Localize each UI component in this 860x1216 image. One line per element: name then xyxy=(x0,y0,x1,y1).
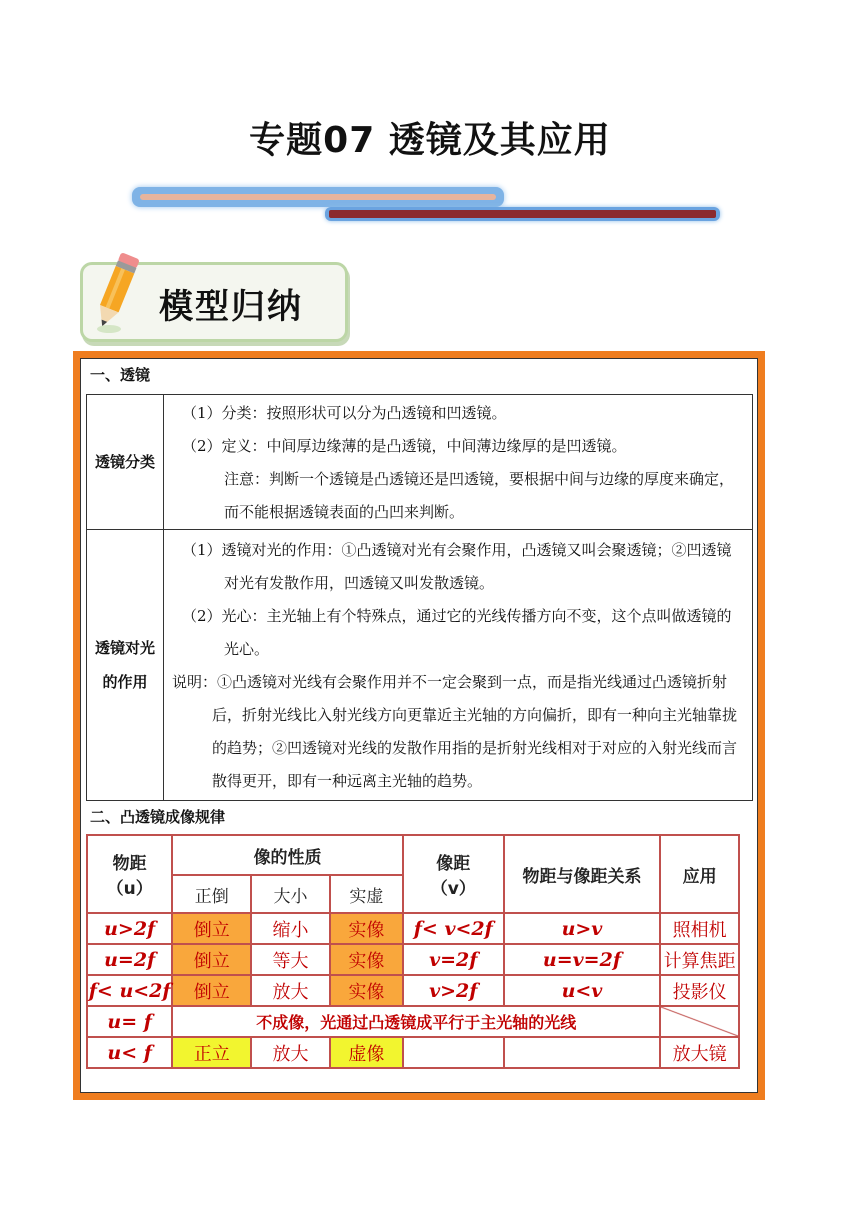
table-row xyxy=(87,530,753,801)
section-heading-lens: 一、透镜 xyxy=(90,366,151,384)
table-row: u= f 不成像，光通过凸透镜成平行于主光轴的光线 xyxy=(87,1006,739,1037)
merged-note: 不成像，光通过凸透镜成平行于主光轴的光线 xyxy=(172,1006,660,1037)
section-badge xyxy=(80,262,348,342)
note-paragraph: 注意：判断一个透镜是凸透镜还是凹透镜，要根据中间与边缘的厚度来确定，而不能根据透镜表面的凸凹来判断。 xyxy=(224,470,735,521)
table-header-row xyxy=(87,835,739,875)
explanation-paragraph: 说明：①凸透镜对光线有会聚作用并不一定会聚到一点，而是指光线通过凸透镜折射后，折射光线比入射光线方向更靠近主光轴的方向偏折，即有一种向主光轴靠拢的趋势；②凹透镜对光线的发散作用指的是折射光线相对于对应的入射光线而言散得更开，即有一种远离主光轴的趋势。 xyxy=(172,673,738,790)
imaging-rules-table xyxy=(86,834,740,1069)
decorative-bar-bottom xyxy=(325,207,720,221)
row-header: 透镜分类 xyxy=(87,395,164,530)
section-heading-imaging: 二、凸透镜成像规律 xyxy=(90,808,226,826)
row-header: 透镜对光的作用 xyxy=(87,530,164,801)
nature-header: 像的性质 xyxy=(172,835,402,875)
table-row: u>2f 倒立 缩小 实像 f< v<2f u>v 照相机 xyxy=(87,913,739,944)
v-symbol: （v） xyxy=(430,879,476,899)
relation-header: 物距与像距关系 xyxy=(504,835,660,913)
table-row: f< u<2f 倒立 放大 实像 v>2f u<v 投影仪 xyxy=(87,975,739,1006)
paragraph: （1）分类：按照形状可以分为凸透镜和凹透镜。 xyxy=(182,404,507,422)
orientation-header: 正倒 xyxy=(172,875,251,913)
paragraph: （2）光心：主光轴上有个特殊点，通过它的光线传播方向不变，这个点叫做透镜的光心。 xyxy=(182,607,732,658)
page-title: 专题07 透镜及其应用 xyxy=(249,120,611,161)
decorative-bar-top xyxy=(132,187,504,207)
u-symbol: （u） xyxy=(106,879,153,899)
table-row xyxy=(87,395,753,530)
table-row: u=2f 倒立 等大 实像 v=2f u=v=2f 计算焦距 xyxy=(87,944,739,975)
lens-table xyxy=(86,394,753,801)
pencil-icon xyxy=(87,249,145,335)
paragraph: （1）透镜对光的作用：①凸透镜对光有会聚作用，凸透镜又叫会聚透镜；②凹透镜对光有发散作用，凹透镜又叫发散透镜。 xyxy=(182,541,732,592)
badge-label: 模型归纳 xyxy=(159,287,303,327)
u-header: 物距 xyxy=(112,854,147,874)
paragraph: （2）定义：中间厚边缘薄的是凸透镜，中间薄边缘厚的是凹透镜。 xyxy=(182,437,627,455)
real-virtual-header: 实虚 xyxy=(330,875,403,913)
empty-diagonal-cell xyxy=(660,1006,739,1037)
v-header: 像距 xyxy=(436,854,471,874)
table-row: u< f 正立 放大 虚像 放大镜 xyxy=(87,1037,739,1068)
size-header: 大小 xyxy=(251,875,330,913)
application-header: 应用 xyxy=(660,835,739,913)
